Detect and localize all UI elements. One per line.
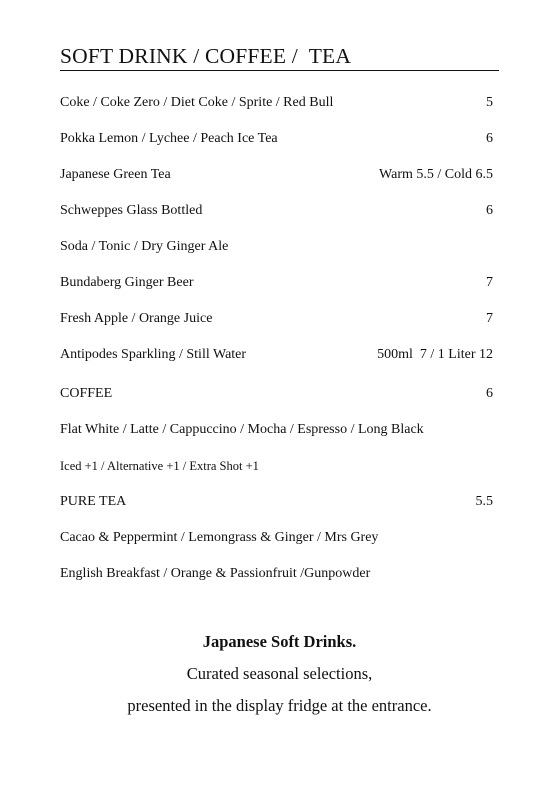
item-price: 7 <box>486 275 493 290</box>
item-name: Iced +1 / Alternative +1 / Extra Shot +1 <box>60 459 259 473</box>
menu-item <box>60 93 493 113</box>
item-name: Fresh Apple / Orange Juice <box>60 311 213 326</box>
item-name: Coke / Coke Zero / Diet Coke / Sprite / Red Bull <box>60 95 334 110</box>
section-price: 6 <box>486 386 493 401</box>
section-header-pure-tea <box>60 492 493 512</box>
menu-item <box>60 528 493 548</box>
item-name: Antipodes Sparkling / Still Water <box>60 347 247 362</box>
item-price: 5 <box>486 95 493 110</box>
item-price: 7 <box>486 311 493 326</box>
item-name: Japanese Green Tea <box>60 167 171 182</box>
menu-item <box>60 165 493 185</box>
section-price: 5.5 <box>475 494 493 509</box>
item-name: Schweppes Glass Bottled <box>60 203 203 218</box>
menu-heading: SOFT DRINK / COFFEE / TEA <box>60 46 499 71</box>
menu-item <box>60 201 493 221</box>
item-price: 6 <box>486 203 493 218</box>
section-title: COFFEE <box>60 386 113 401</box>
section-header-coffee <box>60 384 493 404</box>
menu-item <box>60 309 493 329</box>
footer-title: Japanese Soft Drinks. <box>202 632 357 651</box>
item-name: Bundaberg Ginger Beer <box>60 275 194 290</box>
menu-item <box>60 420 493 440</box>
item-price: Warm 5.5 / Cold 6.5 <box>379 167 493 182</box>
item-price: 500ml 7 / 1 Liter 12 <box>377 347 493 362</box>
menu-item <box>60 345 493 365</box>
menu-item <box>60 273 493 293</box>
item-name: Cacao & Peppermint / Lemongrass & Ginger / Mrs Grey <box>60 530 379 545</box>
menu-item <box>60 564 493 584</box>
menu-item <box>60 456 493 476</box>
item-name: English Breakfast / Orange & Passionfruit /Gunpowder <box>60 566 371 581</box>
footer-line: Curated seasonal selections, <box>186 664 373 683</box>
item-name: Flat White / Latte / Cappuccino / Mocha / Espresso / Long Black <box>60 422 424 437</box>
footer-line: presented in the display fridge at the entrance. <box>127 696 432 715</box>
section-title: PURE TEA <box>60 494 127 509</box>
item-price: 6 <box>486 131 493 146</box>
item-name: Soda / Tonic / Dry Ginger Ale <box>60 239 229 254</box>
menu-item <box>60 129 493 149</box>
item-name: Pokka Lemon / Lychee / Peach Ice Tea <box>60 131 278 146</box>
menu-item <box>60 237 493 257</box>
